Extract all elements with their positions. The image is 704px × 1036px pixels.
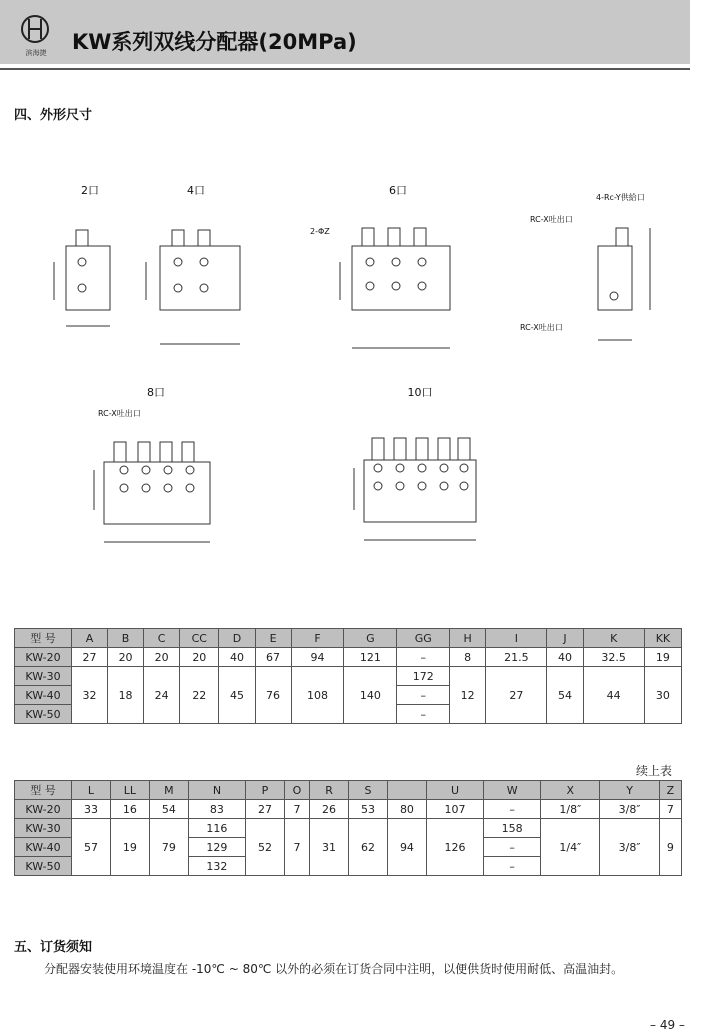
section-5-title: 五、订货须知 (14, 940, 93, 955)
table-row: KW-40 129 – (15, 838, 682, 857)
header-divider (0, 68, 690, 70)
table-row: KW-30 57 19 79 116 52 7 31 62 94 126 158 1/4″ 3/8″ 9 (15, 819, 682, 838)
table-row: KW-50 – (15, 705, 682, 724)
label-phi-z: 2-ΦZ (310, 227, 330, 236)
table-header-row: 型 号 A B C CC D E F G GG H I J K KK (15, 629, 682, 648)
continued-label: 续上表 (636, 764, 673, 778)
label-8-port: 8口 (147, 386, 165, 399)
table-row: KW-20 33 16 54 83 27 7 26 53 80 107 – 1/8″ 3/8″ 7 (15, 800, 682, 819)
table-row: KW-50 132 – (15, 857, 682, 876)
label-6-port: 6口 (389, 184, 407, 197)
label-rc-x-out-bottom: RC-X吐出口 (520, 323, 563, 332)
label-rc-x-out-8: RC-X吐出口 (98, 409, 141, 418)
label-rc-x-out-top: RC-X吐出口 (530, 215, 573, 224)
logo-text: 滨海捷 (25, 49, 47, 57)
page-number: – 49 – (650, 1018, 685, 1032)
company-logo-icon (20, 14, 50, 44)
label-2-port: 2口 (81, 184, 99, 197)
page-header (0, 0, 690, 64)
dimension-drawings (0, 170, 704, 570)
table-row: KW-20 27 20 20 20 40 67 94 121 – 8 21.5 40 32.5 19 (15, 648, 682, 667)
label-4-port: 4口 (187, 184, 205, 197)
table-row: KW-30 32 18 24 22 45 76 108 140 172 12 27 54 44 30 (15, 667, 682, 686)
dimension-table-2 (14, 780, 682, 876)
drawings-svg (0, 170, 704, 570)
page-title: KW系列双线分配器(20MPa) (72, 30, 357, 54)
order-note: 分配器安装使用环境温度在 -10℃ ~ 80℃ 以外的必须在订货合同中注明，以便供货时使用耐低、高温油封。 (44, 962, 624, 976)
label-10-port: 10口 (407, 386, 433, 399)
table-row: KW-40 – (15, 686, 682, 705)
section-4-title: 四、外形尺寸 (14, 108, 93, 123)
table-header-row: 型 号 L LL M N P O R S U W X Y Z (15, 781, 682, 800)
label-supply-port: 4-Rc-Y供給口 (596, 193, 645, 202)
dimension-table-1 (14, 628, 682, 724)
